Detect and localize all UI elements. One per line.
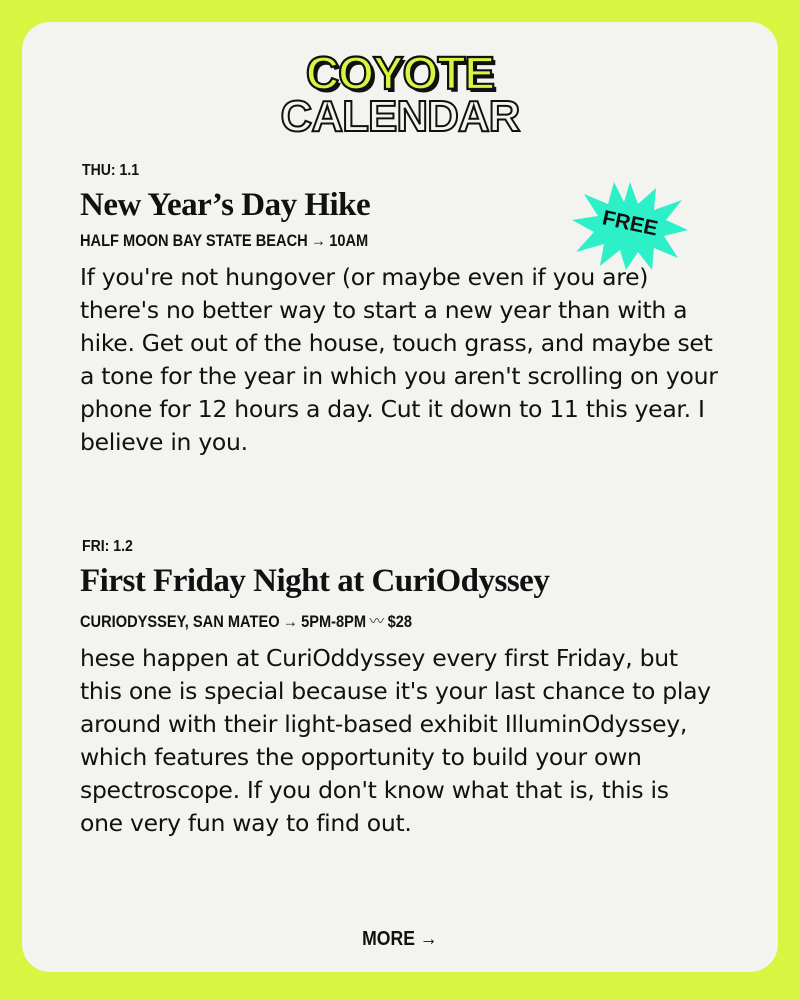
- badge-label: FREE: [600, 206, 660, 241]
- event-location: CURIODYSSEY, SAN MATEO: [80, 612, 280, 632]
- event-description: If you're not hungover (or maybe even if you are) there's no better way to start a new year than with a hike. Get out of the house, touch grass, and maybe set a tone for the year in which you aren't scrolling on your phone for 12 hours a day. Cut it down to 11 this year. I believe in you.: [80, 263, 718, 457]
- logo-line-top: COYOTE: [305, 47, 495, 99]
- arrow-icon: →: [283, 612, 298, 632]
- free-badge: [570, 180, 690, 272]
- event-title: First Friday Night at CuriOdyssey: [80, 563, 550, 599]
- event-date: THU: 1.1: [82, 162, 140, 179]
- event-description: hese happen at CuriOddyssey every first Friday, but this one is special because it's your last chance to play around with their light-based exhibit IlluminOdyssey, which features the opportunity to build your own spectroscope. If you don't know what that is, this is one very fun way to find out.: [80, 644, 711, 838]
- more-link[interactable]: [22, 928, 778, 951]
- arrow-icon: →: [311, 231, 326, 251]
- event-first-friday: [80, 538, 718, 840]
- event-price: $28: [387, 612, 412, 632]
- event-location: HALF MOON BAY STATE BEACH: [80, 231, 308, 251]
- event-meta: [80, 231, 629, 251]
- more-label[interactable]: MORE →: [362, 928, 438, 950]
- event-title: New Year’s Day Hike: [80, 187, 371, 223]
- logo-line-bottom: CALENDAR: [280, 91, 520, 141]
- event-time: 10AM: [329, 231, 369, 251]
- calendar-card: [22, 22, 778, 972]
- event-date: FRI: 1.2: [82, 538, 133, 555]
- event-time: 5PM-8PM: [301, 612, 367, 632]
- coyote-calendar-logo: [22, 47, 778, 141]
- event-meta: [80, 607, 629, 632]
- squiggle-icon: 〰: [369, 612, 385, 632]
